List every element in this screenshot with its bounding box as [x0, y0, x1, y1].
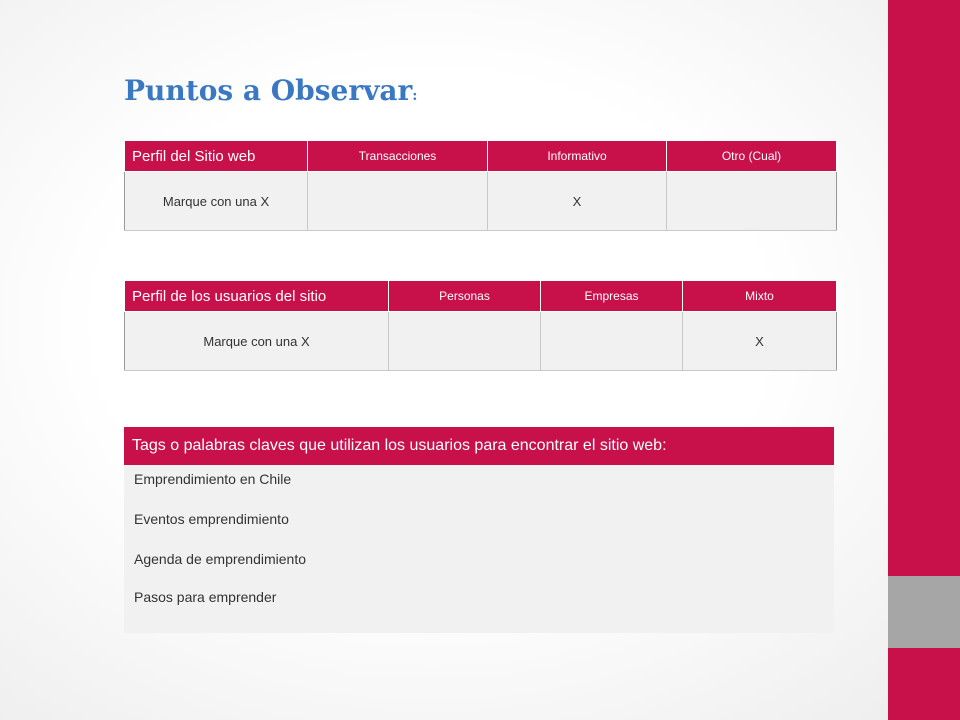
- user-profile-cell-personas: [389, 312, 541, 371]
- side-accent-bar-top: [888, 0, 960, 576]
- tags-box: [124, 427, 834, 633]
- tag-item: Eventos emprendimiento: [134, 511, 289, 527]
- user-profile-body-row: [125, 312, 837, 371]
- user-profile-header-label: Perfil de los usuarios del sitio: [125, 281, 389, 312]
- site-profile-row-label: Marque con una X: [125, 172, 308, 231]
- side-accent-bar-bottom: [888, 648, 960, 720]
- site-profile-header-transacciones: Transacciones: [308, 141, 488, 172]
- user-profile-header-row: [125, 281, 837, 312]
- tag-item: Pasos para emprender: [134, 589, 277, 605]
- user-profile-table: [124, 280, 837, 371]
- site-profile-body-row: [125, 172, 837, 231]
- user-profile-cell-mixto: X: [683, 312, 837, 371]
- site-profile-header-informativo: Informativo: [488, 141, 667, 172]
- site-profile-cell-otro: [667, 172, 837, 231]
- side-accent-bar-gray: [888, 576, 960, 648]
- site-profile-cell-transacciones: [308, 172, 488, 231]
- user-profile-cell-empresas: [541, 312, 683, 371]
- site-profile-table: [124, 140, 837, 231]
- site-profile-header-label: Perfil del Sitio web: [125, 141, 308, 172]
- tags-header: Tags o palabras claves que utilizan los usuarios para encontrar el sitio web:: [124, 427, 834, 465]
- site-profile-header-row: [125, 141, 837, 172]
- site-profile-cell-informativo: X: [488, 172, 667, 231]
- page-title-text: Puntos a Observar: [124, 74, 413, 107]
- user-profile-header-personas: Personas: [389, 281, 541, 312]
- user-profile-row-label: Marque con una X: [125, 312, 389, 371]
- page-title-colon: :: [412, 88, 418, 104]
- tag-item: Emprendimiento en Chile: [134, 471, 292, 487]
- page-title: [124, 74, 417, 107]
- user-profile-header-empresas: Empresas: [541, 281, 683, 312]
- user-profile-header-mixto: Mixto: [683, 281, 837, 312]
- tag-item: Agenda de emprendimiento: [134, 551, 307, 567]
- site-profile-header-otro: Otro (Cual): [667, 141, 837, 172]
